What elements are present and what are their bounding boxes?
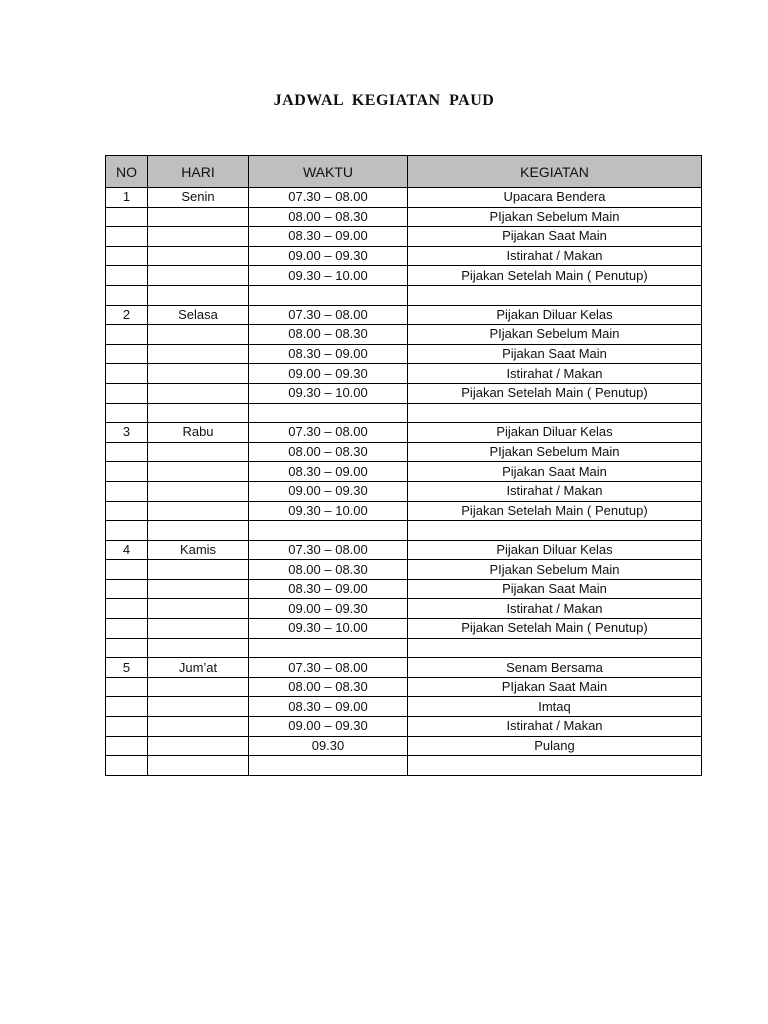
cell-waktu: 08.30 – 09.00: [249, 579, 408, 599]
cell-no: [106, 227, 148, 247]
cell-hari: [148, 364, 249, 384]
cell-hari: [148, 246, 249, 266]
cell-kegiatan: PIjakan Sebelum Main: [408, 560, 702, 580]
table-header-row: [106, 156, 702, 188]
header-kegiatan: KEGIATAN: [408, 156, 702, 188]
cell-hari: [148, 403, 249, 423]
cell-no: [106, 717, 148, 737]
cell-kegiatan: [408, 285, 702, 305]
cell-waktu: 09.30 – 10.00: [249, 501, 408, 521]
cell-waktu: 07.30 – 08.00: [249, 423, 408, 443]
cell-no: 5: [106, 658, 148, 678]
cell-hari: Senin: [148, 188, 249, 208]
cell-waktu: 08.30 – 09.00: [249, 697, 408, 717]
cell-waktu: 08.30 – 09.00: [249, 227, 408, 247]
cell-kegiatan: Istirahat / Makan: [408, 599, 702, 619]
cell-kegiatan: Senam Bersama: [408, 658, 702, 678]
cell-hari: Rabu: [148, 423, 249, 443]
cell-hari: [148, 227, 249, 247]
cell-hari: [148, 638, 249, 658]
cell-no: [106, 599, 148, 619]
table-row: [106, 481, 702, 501]
cell-kegiatan: Pijakan Diluar Kelas: [408, 305, 702, 325]
cell-no: [106, 619, 148, 639]
table-row: [106, 364, 702, 384]
cell-hari: [148, 521, 249, 541]
cell-waktu: 08.00 – 08.30: [249, 677, 408, 697]
cell-waktu: [249, 521, 408, 541]
cell-waktu: 09.00 – 09.30: [249, 364, 408, 384]
cell-no: [106, 403, 148, 423]
cell-hari: [148, 266, 249, 286]
cell-no: 3: [106, 423, 148, 443]
cell-kegiatan: Istirahat / Makan: [408, 717, 702, 737]
cell-hari: [148, 736, 249, 756]
cell-no: [106, 579, 148, 599]
cell-no: [106, 736, 148, 756]
cell-hari: [148, 344, 249, 364]
cell-kegiatan: Pijakan Saat Main: [408, 344, 702, 364]
cell-no: [106, 285, 148, 305]
cell-no: [106, 560, 148, 580]
header-no: NO: [106, 156, 148, 188]
table-row: [106, 442, 702, 462]
cell-hari: [148, 756, 249, 776]
cell-waktu: [249, 285, 408, 305]
cell-kegiatan: Pijakan Setelah Main ( Penutup): [408, 619, 702, 639]
cell-no: [106, 246, 148, 266]
cell-waktu: 08.30 – 09.00: [249, 344, 408, 364]
cell-waktu: 09.00 – 09.30: [249, 481, 408, 501]
table-row: [106, 579, 702, 599]
cell-kegiatan: PIjakan Sebelum Main: [408, 207, 702, 227]
cell-kegiatan: PIjakan Saat Main: [408, 677, 702, 697]
cell-waktu: [249, 638, 408, 658]
table-row: [106, 717, 702, 737]
cell-no: [106, 501, 148, 521]
header-hari: HARI: [148, 156, 249, 188]
cell-hari: [148, 717, 249, 737]
cell-kegiatan: Pijakan Setelah Main ( Penutup): [408, 383, 702, 403]
cell-waktu: 09.30 – 10.00: [249, 383, 408, 403]
cell-waktu: 08.30 – 09.00: [249, 462, 408, 482]
table-row: [106, 305, 702, 325]
table-row: [106, 462, 702, 482]
cell-kegiatan: Pulang: [408, 736, 702, 756]
cell-kegiatan: Pijakan Saat Main: [408, 462, 702, 482]
table-row: [106, 619, 702, 639]
cell-no: [106, 697, 148, 717]
table-row: [106, 540, 702, 560]
cell-kegiatan: PIjakan Sebelum Main: [408, 442, 702, 462]
cell-kegiatan: Upacara Bendera: [408, 188, 702, 208]
cell-no: [106, 481, 148, 501]
cell-hari: [148, 462, 249, 482]
header-waktu: WAKTU: [249, 156, 408, 188]
cell-no: 1: [106, 188, 148, 208]
table-row: [106, 521, 702, 541]
cell-hari: [148, 285, 249, 305]
cell-no: [106, 756, 148, 776]
cell-waktu: 09.00 – 09.30: [249, 717, 408, 737]
cell-hari: [148, 442, 249, 462]
table-row: [106, 188, 702, 208]
cell-waktu: 09.00 – 09.30: [249, 246, 408, 266]
cell-no: [106, 462, 148, 482]
cell-no: [106, 383, 148, 403]
page-title: JADWAL KEGIATAN PAUD: [273, 92, 495, 109]
cell-hari: [148, 207, 249, 227]
cell-kegiatan: [408, 756, 702, 776]
cell-no: [106, 442, 148, 462]
table-row: [106, 560, 702, 580]
cell-no: [106, 266, 148, 286]
table-row: [106, 266, 702, 286]
table-row: [106, 285, 702, 305]
cell-kegiatan: Pijakan Saat Main: [408, 579, 702, 599]
cell-waktu: 08.00 – 08.30: [249, 207, 408, 227]
cell-hari: [148, 599, 249, 619]
cell-waktu: 07.30 – 08.00: [249, 188, 408, 208]
table-row: [106, 227, 702, 247]
cell-hari: [148, 383, 249, 403]
cell-hari: [148, 325, 249, 345]
cell-kegiatan: [408, 403, 702, 423]
cell-no: [106, 677, 148, 697]
table-row: [106, 599, 702, 619]
cell-waktu: 08.00 – 08.30: [249, 442, 408, 462]
table-row: [106, 423, 702, 443]
table-row: [106, 501, 702, 521]
cell-kegiatan: Istirahat / Makan: [408, 481, 702, 501]
table-row: [106, 403, 702, 423]
cell-waktu: [249, 756, 408, 776]
cell-hari: Selasa: [148, 305, 249, 325]
table-row: [106, 736, 702, 756]
cell-hari: [148, 501, 249, 521]
cell-kegiatan: Pijakan Setelah Main ( Penutup): [408, 266, 702, 286]
cell-hari: [148, 697, 249, 717]
cell-hari: [148, 677, 249, 697]
table-row: [106, 383, 702, 403]
cell-waktu: 07.30 – 08.00: [249, 540, 408, 560]
cell-hari: [148, 481, 249, 501]
cell-no: [106, 521, 148, 541]
table-row: [106, 677, 702, 697]
cell-hari: [148, 619, 249, 639]
table-row: [106, 344, 702, 364]
table-row: [106, 638, 702, 658]
cell-waktu: 09.30: [249, 736, 408, 756]
cell-kegiatan: Pijakan Setelah Main ( Penutup): [408, 501, 702, 521]
cell-kegiatan: Istirahat / Makan: [408, 246, 702, 266]
cell-hari: Kamis: [148, 540, 249, 560]
cell-no: 4: [106, 540, 148, 560]
cell-waktu: 08.00 – 08.30: [249, 325, 408, 345]
cell-kegiatan: [408, 638, 702, 658]
schedule-table: [105, 155, 702, 776]
table-row: [106, 325, 702, 345]
cell-no: [106, 364, 148, 384]
cell-waktu: 09.00 – 09.30: [249, 599, 408, 619]
cell-hari: Jum’at: [148, 658, 249, 678]
cell-hari: [148, 560, 249, 580]
table-row: [106, 246, 702, 266]
table-row: [106, 756, 702, 776]
cell-no: [106, 207, 148, 227]
cell-no: 2: [106, 305, 148, 325]
cell-kegiatan: PIjakan Sebelum Main: [408, 325, 702, 345]
table-row: [106, 658, 702, 678]
cell-waktu: 09.30 – 10.00: [249, 266, 408, 286]
cell-hari: [148, 579, 249, 599]
cell-kegiatan: Pijakan Diluar Kelas: [408, 423, 702, 443]
cell-no: [106, 325, 148, 345]
cell-waktu: [249, 403, 408, 423]
cell-kegiatan: Istirahat / Makan: [408, 364, 702, 384]
table-row: [106, 697, 702, 717]
cell-kegiatan: Imtaq: [408, 697, 702, 717]
schedule-body: [106, 188, 702, 776]
cell-waktu: 09.30 – 10.00: [249, 619, 408, 639]
cell-waktu: 08.00 – 08.30: [249, 560, 408, 580]
cell-no: [106, 638, 148, 658]
cell-kegiatan: Pijakan Diluar Kelas: [408, 540, 702, 560]
cell-no: [106, 344, 148, 364]
table-row: [106, 207, 702, 227]
cell-waktu: 07.30 – 08.00: [249, 305, 408, 325]
cell-kegiatan: [408, 521, 702, 541]
cell-waktu: 07.30 – 08.00: [249, 658, 408, 678]
cell-kegiatan: Pijakan Saat Main: [408, 227, 702, 247]
